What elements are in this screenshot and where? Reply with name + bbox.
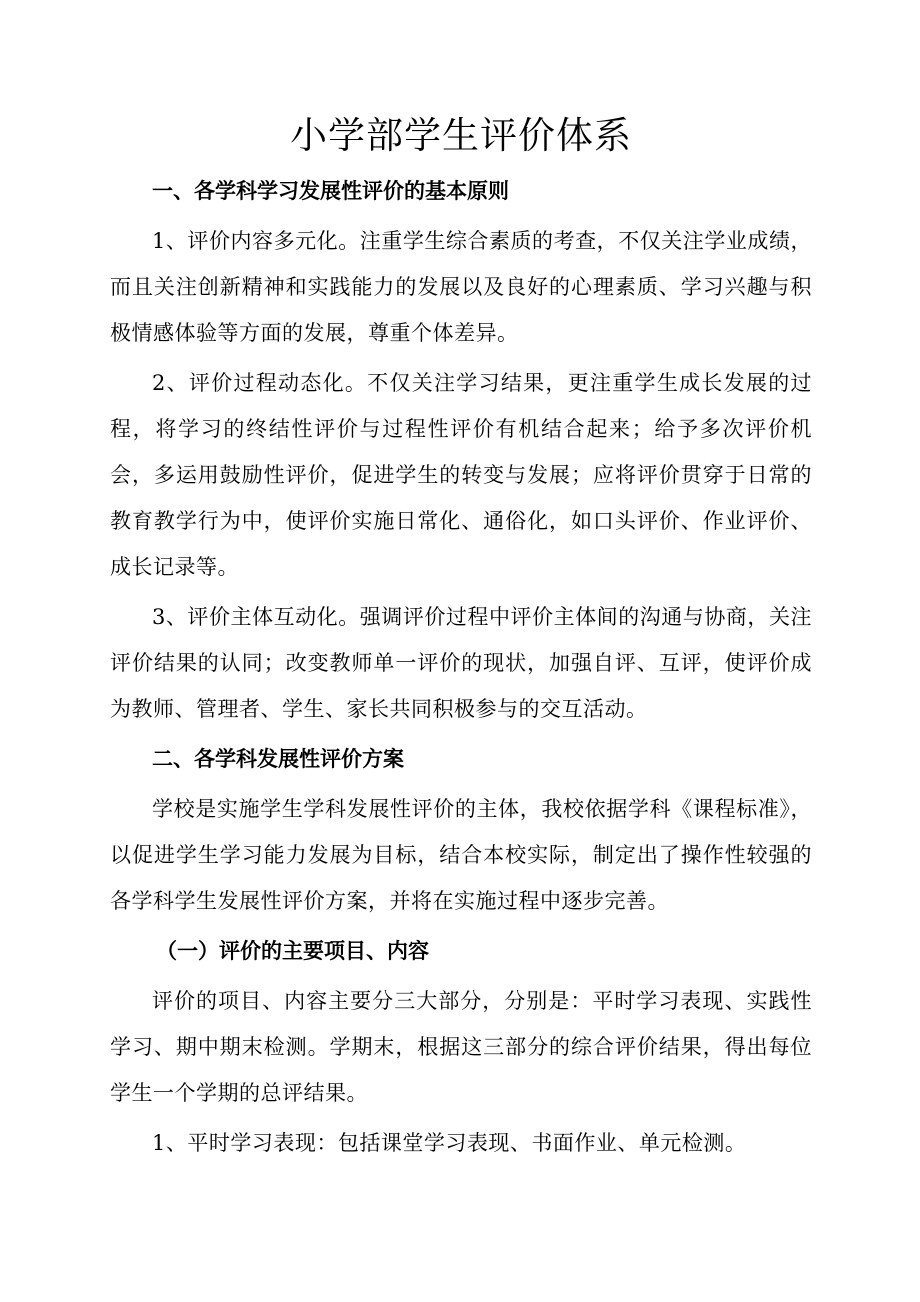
paragraph-evaluation-items: 评价的项目、内容主要分三大部分，分别是：平时学习表现、实践性学习、期中期末检测。学期末，根据这三部分的综合评价结果，得出每位学生一个学期的总评结果。 [110,989,812,1105]
paragraph-daily-performance: 1、平时学习表现：包括课堂学习表现、书面作业、单元检测。 [152,1131,747,1155]
paragraph-principle-3: 3、评价主体互动化。强调评价过程中评价主体间的沟通与协商，关注评价结果的认同；改变教师单一评价的现状，加强自评、互评，使评价成为教师、管理者、学生、家长共同积极参与的交互活动。 [110,605,812,721]
section-heading-1: 一、各学科学习发展性评价的基本原则 [152,179,509,203]
paragraph-principle-2: 2、评价过程动态化。不仅关注学习结果，更注重学生成长发展的过程，将学习的终结性评价与过程性评价有机结合起来；给予多次评价机会，多运用鼓励性评价，促进学生的转变与发展；应将评价贯穿于日常的教育教学行为中，使评价实施日常化、通俗化，如口头评价、作业评价、成长记录等。 [110,371,812,579]
paragraph-scheme-intro: 学校是实施学生学科发展性评价的主体，我校依据学科《课程标准》，以促进学生学习能力发展为目标，结合本校实际，制定出了操作性较强的各学科学生发展性评价方案，并将在实施过程中逐步完善。 [110,797,812,913]
paragraph-principle-1: 1、评价内容多元化。注重学生综合素质的考查，不仅关注学业成绩，而且关注创新精神和实践能力的发展以及良好的心理素质、学习兴趣与积极情感体验等方面的发展，尊重个体差异。 [110,229,812,345]
document-title: 小学部学生评价体系 [290,114,632,157]
subsection-heading-1: （一）评价的主要项目、内容 [156,939,429,963]
section-heading-2: 二、各学科发展性评价方案 [152,747,404,771]
